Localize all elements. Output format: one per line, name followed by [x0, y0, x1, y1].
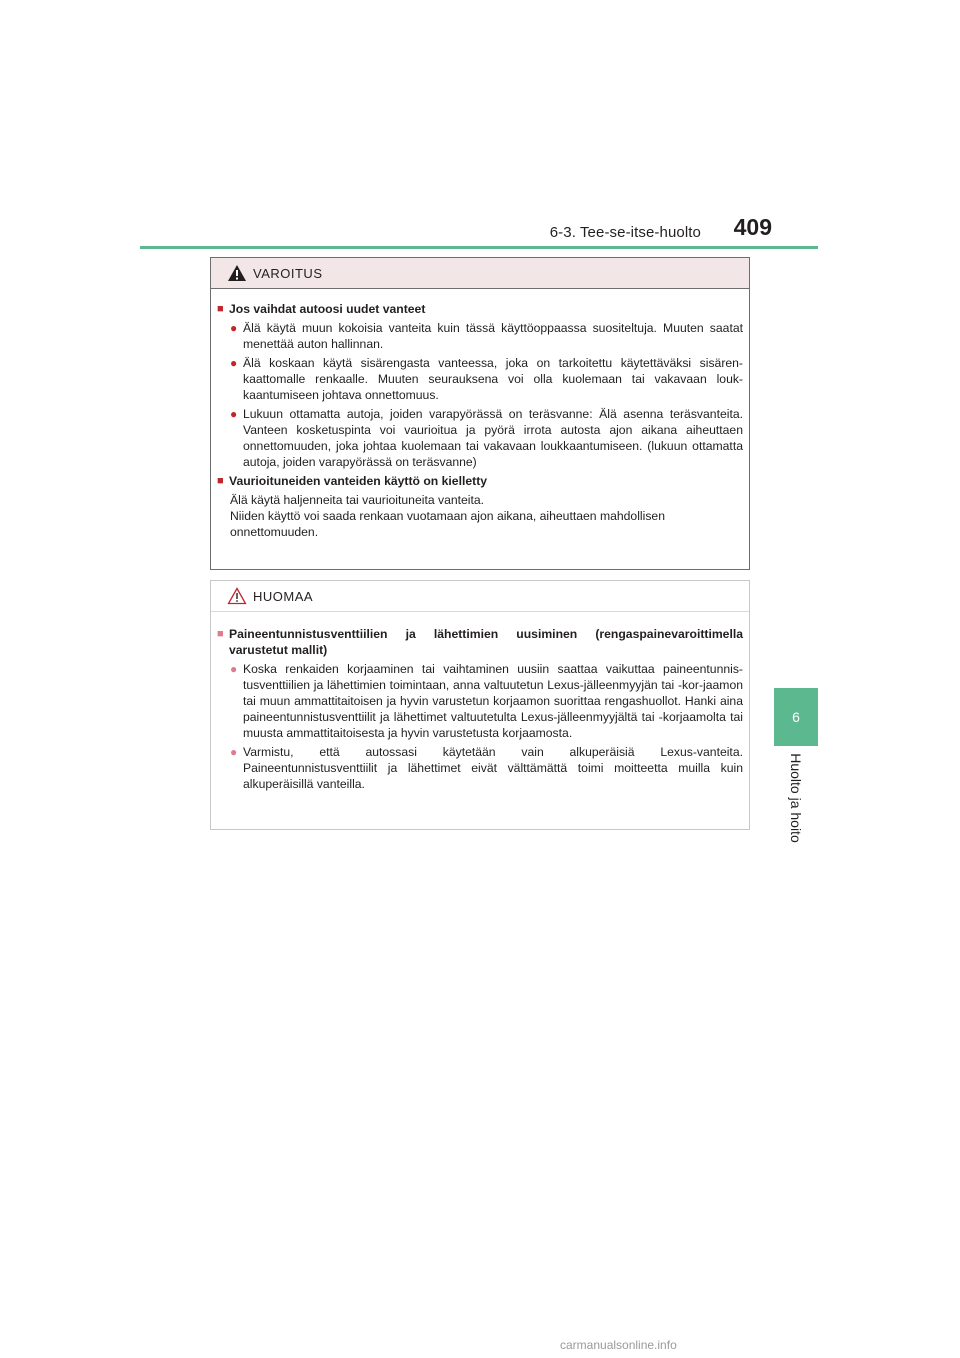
list-item: ● Älä koskaan käytä sisärengasta vanteessa, joka on tarkoitettu käytettäväksi sisären-kaattomalle renkaalle. Muuten seurauksena voi olla kuolemaan tai vakavaan louk-kaantumiseen johtava onnettomuus. — [230, 356, 743, 402]
page-header — [140, 212, 818, 249]
chapter-label: Huolto ja hoito — [788, 753, 804, 843]
warning-box-body — [211, 289, 749, 540]
list-item: ● Varmistu, että autossasi käytetään vain alkuperäisiä Lexus-vanteita. Paineentunnistusventtiilit ja lähettimet eivät välttämättä toimi moitteetta muilla kuin alkuperäisillä vanteilla. — [230, 745, 743, 791]
circle-bullet-icon: ● — [230, 745, 238, 759]
section-title: 6-3. Tee-se-itse-huolto — [549, 224, 701, 241]
chapter-tab[interactable] — [774, 688, 818, 746]
square-bullet-icon: ■ — [217, 475, 224, 487]
paragraph: Älä käytä haljenneita tai vaurioituneita vanteita. — [230, 493, 485, 507]
warning-title: VAROITUS — [253, 265, 323, 281]
list-item: ● Lukuun ottamatta autoja, joiden varapyörässä on teräsvanne: Älä asenna teräsvanteita. Vanteen kosketuspinta voi vaurioitua ja pyörä irrota autosta ajon aikana aiheuttaen onnettomuuden, joka johtaa kuolemaan tai vakavaan loukkaantumiseen. (lukuun ottamatta autoja, joiden varapyörässä on teräsvanne) — [230, 407, 743, 469]
circle-bullet-icon: ● — [230, 407, 238, 421]
notice-title: HUOMAA — [253, 588, 314, 604]
square-bullet-icon: ■ — [217, 628, 224, 640]
warning-subheading: ■ Vaurioituneiden vanteiden käyttö on kielletty — [217, 474, 488, 488]
list-item: ● Älä käytä muun kokoisia vanteita kuin tässä käyttöoppaassa suositeltuja. Muuten saatat menettää auton hallinnan. — [230, 321, 743, 351]
watermark: carmanualsonline.info — [560, 1338, 677, 1352]
list-item: ● Koska renkaiden korjaaminen tai vaihtaminen uusiin saattaa vaikuttaa paineentunnis-tusventtiilien ja lähettimien toimintaan, anna valtuutetun Lexus-jälleenmyyjän tai -kor-jaamon tai muun ammattitaitoisen ja hyvin varustetun korjaamon suorittaa rengashuollot. Hanki aina paineentunnistusventtiilit ja lähettimet valtuutetulta Lexus-jälleenmyyjältä tai -korjaamolta tai muusta ammattitaitoisesta ja hyvin varustetusta korjaamosta. — [230, 662, 743, 740]
warning-box — [210, 257, 750, 570]
warning-subheading: ■ Jos vaihdat autoosi uudet vanteet — [217, 302, 426, 316]
paragraph: Niiden käyttö voi saada renkaan vuotamaan ajon aikana, aiheuttaen mahdollisen onnettomuuden. — [230, 509, 665, 539]
warning-box-header — [211, 258, 749, 289]
notice-box-body — [211, 612, 749, 792]
warning-triangle-icon — [227, 264, 247, 282]
notice-box-header — [211, 581, 749, 612]
circle-bullet-icon: ● — [230, 662, 238, 676]
square-bullet-icon: ■ — [217, 303, 224, 315]
page-number: 409 — [733, 214, 772, 240]
circle-bullet-icon: ● — [230, 356, 238, 370]
chapter-number: 6 — [792, 709, 800, 725]
caution-triangle-icon — [227, 587, 247, 605]
notice-subheading: ■ Paineentunnistusventtiilien ja lähettimien uusiminen (rengaspainevaroittimella varustetut mallit) — [217, 627, 743, 657]
warning-paragraphs — [217, 492, 743, 540]
notice-box — [210, 580, 750, 830]
circle-bullet-icon: ● — [230, 321, 238, 335]
